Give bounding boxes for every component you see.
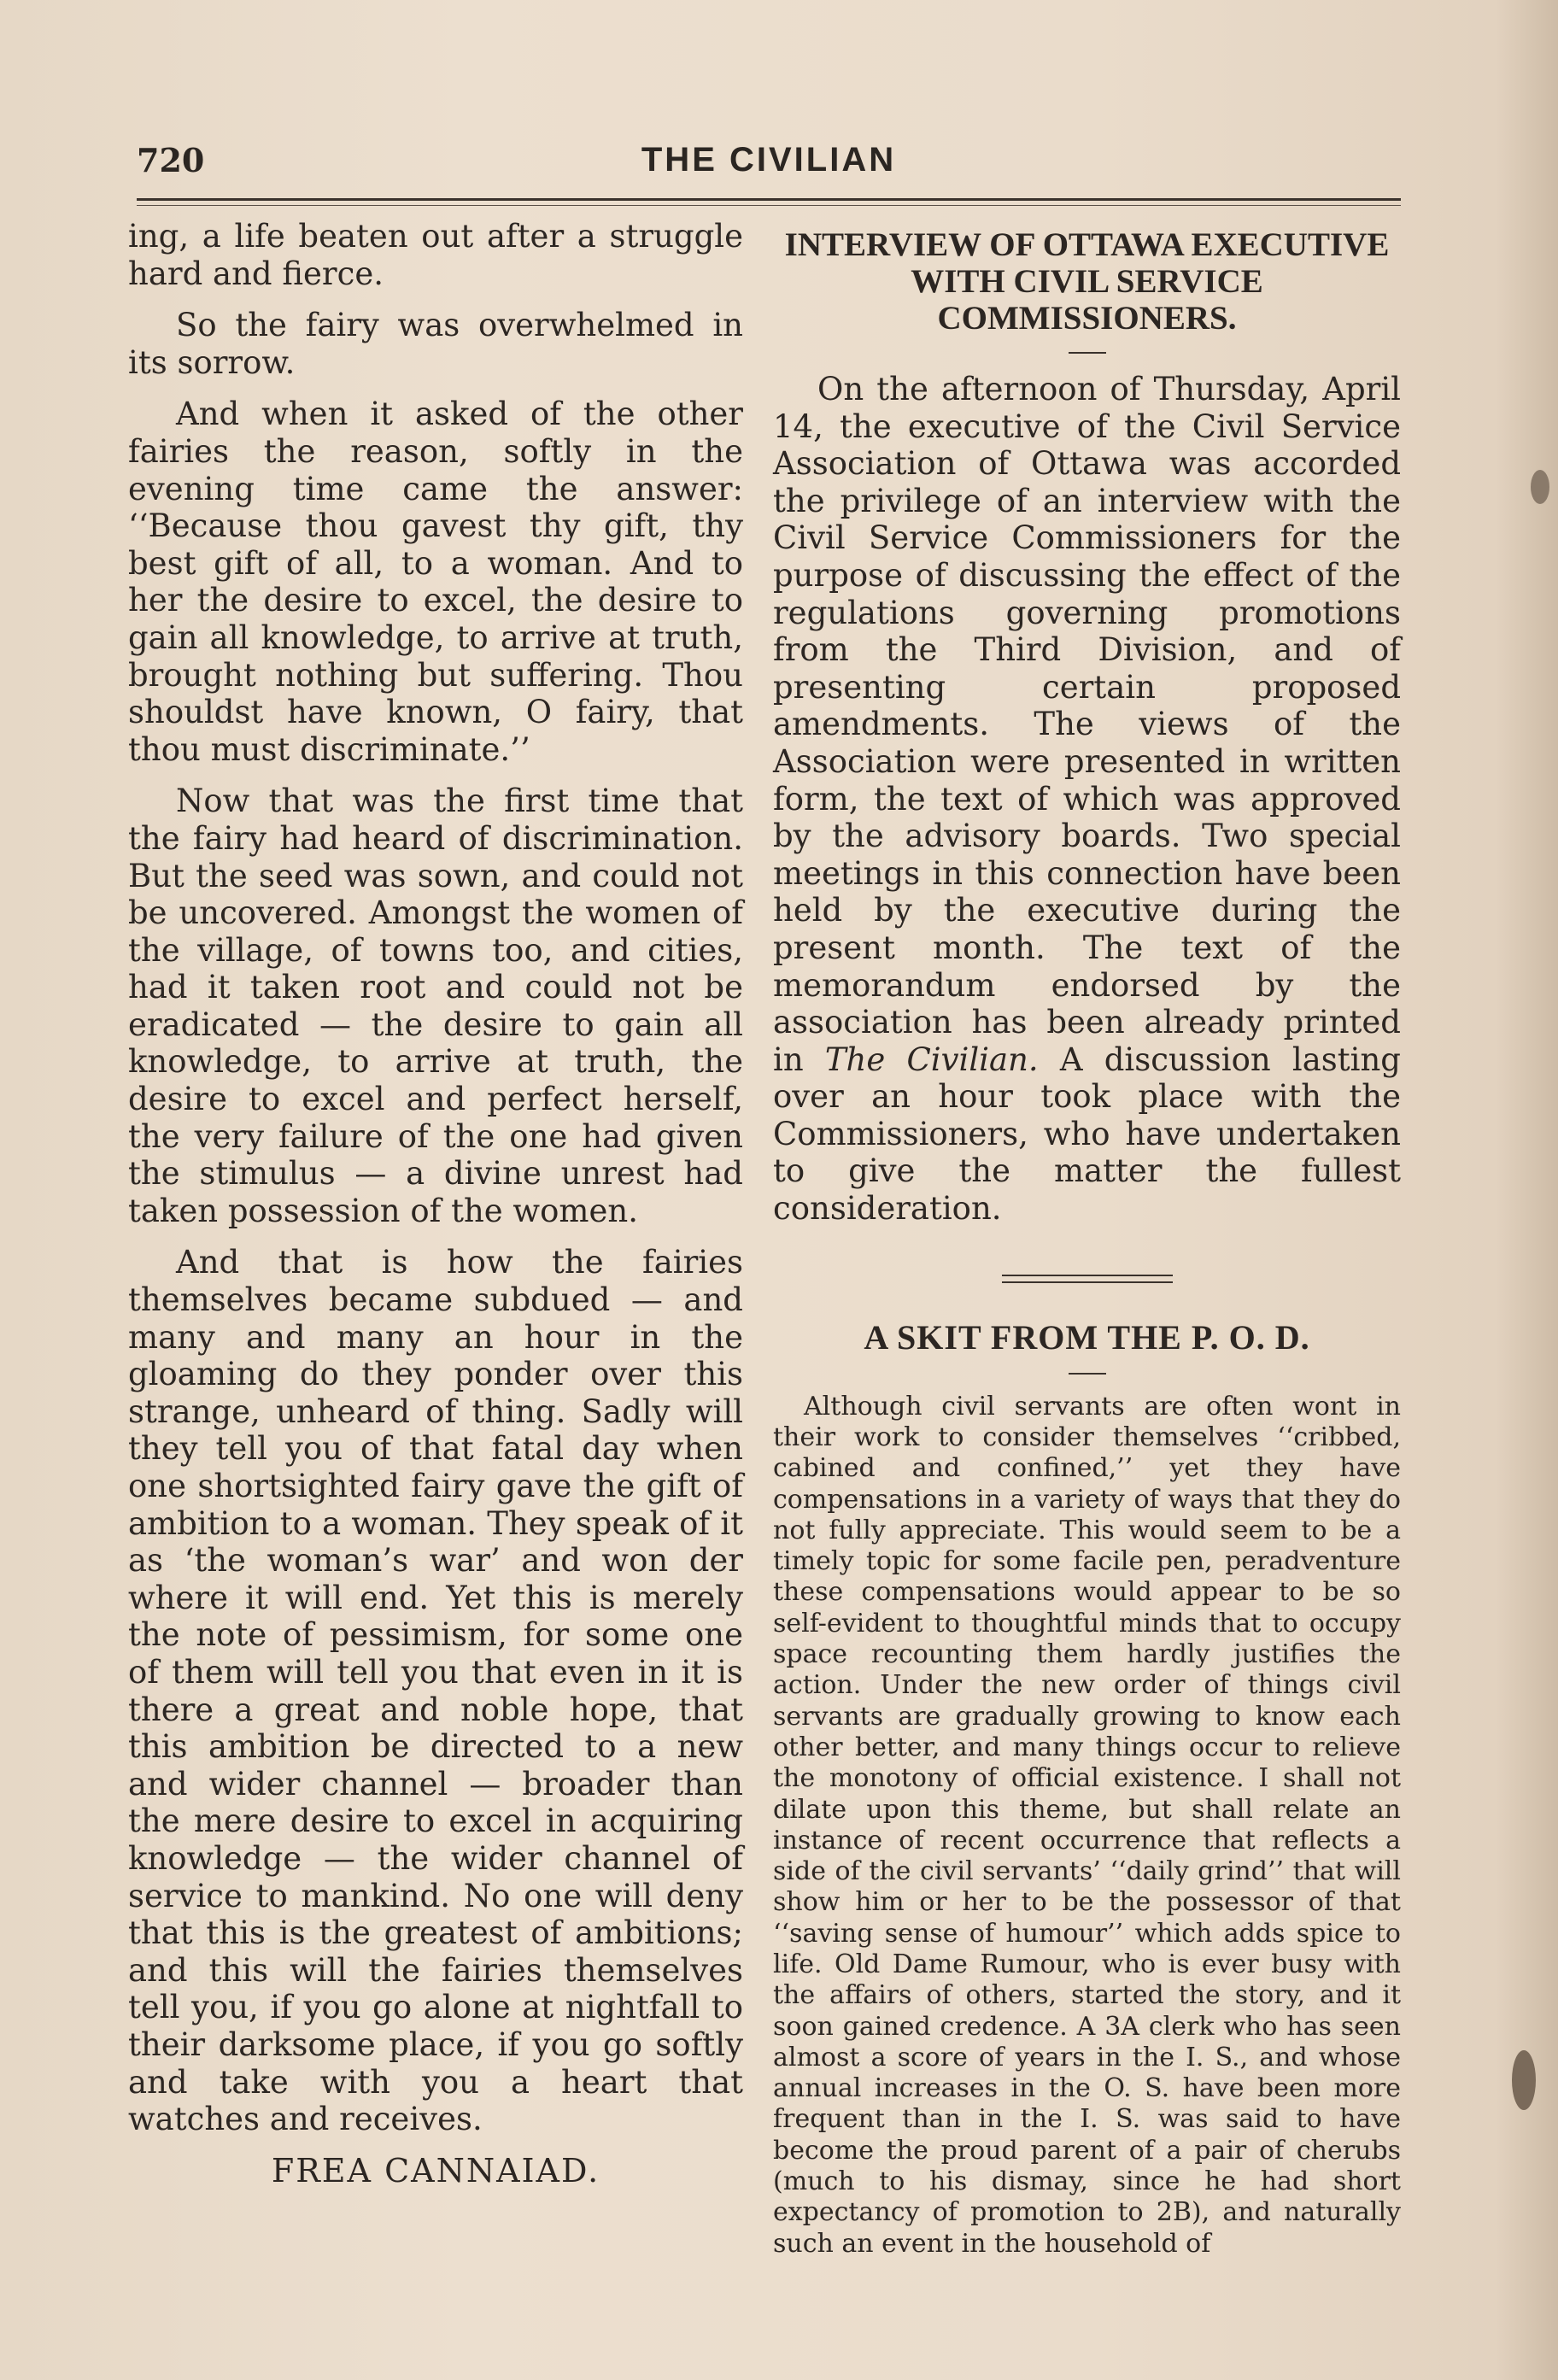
paragraph: So the fairy was overwhelmed in its sorrow. — [128, 307, 743, 381]
article-headline: INTERVIEW OF OTTAWA EXECUTIVE WITH CIVIL SERVICE COMMISSIONERS. — [784, 226, 1390, 337]
page-blemish — [1531, 470, 1549, 504]
paragraph: And when it asked of the other fairies the reason, softly in the evening time came the answer: ‘‘Because thou gavest thy gift, thy best gift of all, to a woman. And to her the desire to excel, the desire to gain all knowledge, to arrive at truth, brought nothing but suffering. Thou shouldst have known, O fairy, that thou must discriminate.’’ — [128, 396, 743, 768]
paragraph: Now that was the first time that the fairy had heard of discrimination. But the seed was sown, and could not be uncovered. Amongst the women of the village, of towns too, and cities, had it taken root and could not be eradicated — the desire to gain all knowledge, to arrive at truth, the desire to excel and perfect herself, the very failure of the one had given the stimulus — a divine unrest had taken possession of the women. — [128, 783, 743, 1229]
article-headline: A SKIT FROM THE P. O. D. — [864, 1317, 1310, 1357]
page-number: 720 — [137, 141, 205, 179]
headline-dash — [1069, 352, 1106, 354]
section-divider — [1002, 1275, 1173, 1283]
article-body-text: On the afternoon of Thursday, April 14, the executive of the Civil Service Association of Ottawa was accorded the privilege of an interview with the Civil Service Commissioners for the purpose of discussing the effect of the regulations governing promotions from the Third Division, and of presenting certain proposed amendments. The views of the Association were presented in written form, the text of which was approved by the advisory boards. Two special meetings in this connection have been held by the executive during the present month. The text of the memorandum endorsed by the association has been already printed in — [773, 371, 1401, 1078]
paragraph: ing, a life beaten out after a struggle hard and fierce. — [128, 218, 743, 292]
right-column — [773, 226, 1401, 2260]
journal-title: THE CIVILIAN — [641, 141, 897, 179]
header-rule-thin — [137, 205, 1401, 206]
header-rule — [137, 198, 1401, 201]
author-signature: FREA CANNAIAD. — [271, 2151, 600, 2189]
page-blemish — [1512, 2050, 1536, 2110]
headline-dash — [1069, 1373, 1106, 1375]
left-column — [128, 218, 743, 2189]
publication-title: The Civilian. — [824, 1041, 1039, 1078]
paragraph: And that is how the fairies themselves became subdued — and many and many an hour in the gloaming do they ponder over this strange, unheard of thing. Sadly will they tell you of that fatal day when one shortsighted fairy gave the gift of ambition to a woman. They speak of it as ‘the woman’s war’ and won der where it will end. Yet this is merely the note of pessimism, for some one of them will tell you that even in it is there a great and noble hope, that this ambition be directed to a new and wider channel — broader than the mere desire to excel in acquiring knowledge — the wider channel of service to mankind. No one will deny that this is the greatest of ambitions; and this will the fairies themselves tell you, if you go alone at nightfall to their darksome place, if you go softly and take with you a heart that watches and receives. — [128, 1244, 743, 2138]
page-header — [137, 141, 1401, 192]
article-body — [773, 371, 1401, 1228]
article-body: Although civil servants are often wont in their work to consider themselves ‘‘cribbed, cabined and confined,’’ yet they have compensations in a variety of ways that they do not fully appreciate. This would seem to be a timely topic for some facile pen, peradventure these compensations would appear to be so self-evident to thoughtful minds that to occupy space recounting them hardly justifies the action. Under the new order of things civil servants are gradually growing to know each other better, and many things occur to relieve the monotony of official existence. I shall not dilate upon this theme, but shall relate an instance of recent occurrence that reflects a side of the civil servants’ ‘‘daily grind’’ that will show him or her to be the possessor of that ‘‘saving sense of humour’’ which adds spice to life. Old Dame Rumour, who is ever busy with the affairs of others, started the story, and it soon gained credence. A 3A clerk who has seen almost a score of years in the I. S., and whose annual increases in the O. S. have been more frequent than in the I. S. was said to have become the proud parent of a pair of cherubs (much to his dismay, since he had short expectancy of promotion to 2B), and naturally such an event in the household of — [773, 1391, 1401, 2259]
article-body-text: A discussion lasting over an hour took place with the Commissioners, who have undertaken to give the matter the fullest consideration. — [773, 1041, 1401, 1228]
